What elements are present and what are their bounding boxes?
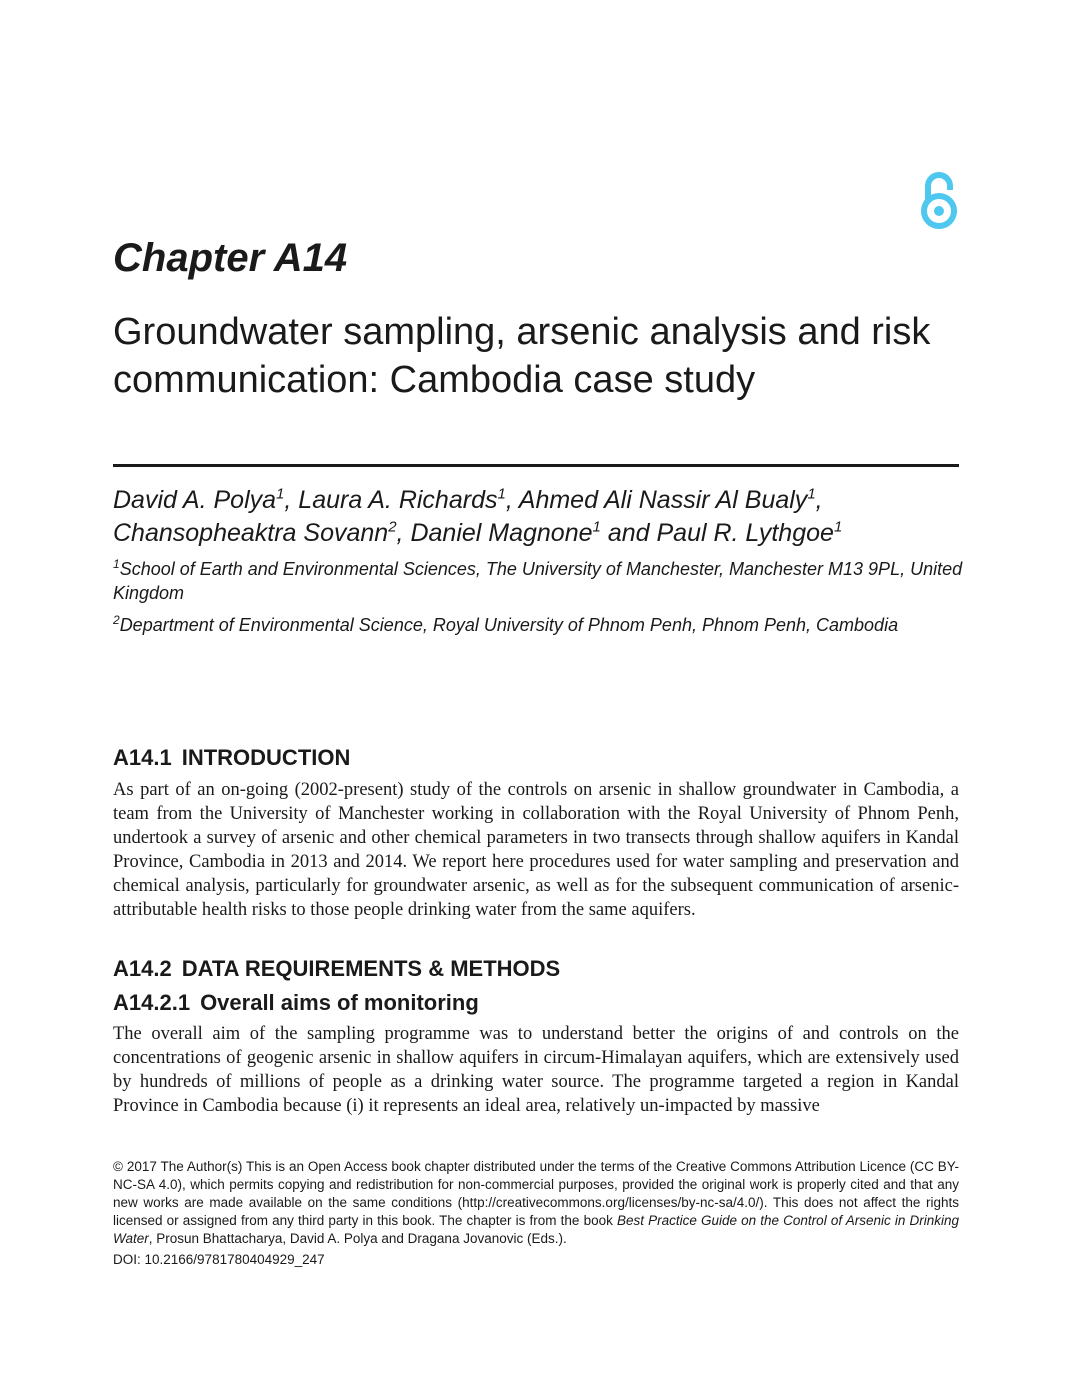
section-heading [113, 955, 560, 983]
author-separator: , [396, 519, 411, 547]
author-name: Paul R. Lythgoe [656, 519, 834, 547]
book-title: Best Practice Guide on the Control of Arsenic in Drinking Water [113, 1213, 959, 1246]
author-affiliation-mark: 1 [276, 485, 285, 503]
author-separator: , [505, 486, 519, 514]
author-name: Daniel Magnone [410, 519, 593, 547]
chapter-label: Chapter A14 [113, 236, 348, 280]
author-affiliation-mark: 1 [807, 485, 816, 503]
section-heading [113, 744, 350, 772]
section-title: Overall aims of monitoring [200, 990, 479, 1015]
affiliation-mark: 2 [113, 613, 120, 627]
author-affiliation-mark: 1 [497, 485, 506, 503]
license-text-end: , Prosun Bhattacharya, David A. Polya and Dragana Jovanovic (Eds.). [148, 1231, 567, 1246]
author-name: David A. Polya [113, 486, 277, 514]
author-affiliation-mark: 1 [833, 518, 843, 536]
author-separator: , [284, 486, 299, 514]
author-affiliation-mark: 2 [388, 518, 397, 536]
chapter-title: Groundwater sampling, arsenic analysis and risk communication: Cambodia case study [113, 311, 931, 401]
section-number: A14.1 [113, 745, 172, 770]
license-text: © 2017 The Author(s) This is an Open Access book chapter distributed under the terms of the Creative Commons Attribution Licence (CC BY-NC-SA 4.0), which permits copying and redistribution for non-commercial purposes, provided the original work is properly cited and that any new works are made available on the same conditions (http://creativecommons.org/licenses/by-nc-sa/4.0/). This does not affect the rights licensed or assigned from any third party in this book. The chapter is from the book [113, 1159, 959, 1228]
affiliation-mark: 1 [113, 557, 120, 571]
affiliation-text: School of Earth and Environmental Sciences, The University of Manchester, Manchester M13 9PL, United Kingdom [113, 559, 963, 603]
author-name: Ahmed Ali Nassir Al Bualy [518, 486, 808, 514]
affiliation [113, 557, 963, 605]
author-separator: , [815, 486, 823, 514]
doi: DOI: 10.2166/9781780404929_247 [113, 1252, 325, 1267]
title-divider [113, 464, 959, 467]
license-footnote [113, 1158, 959, 1248]
section-title: DATA REQUIREMENTS & METHODS [181, 956, 561, 981]
author-separator: and [600, 519, 657, 547]
open-access-lock-icon [918, 168, 964, 230]
body-paragraph: The overall aim of the sampling programme was to understand better the origins of and controls on the concentrations of geogenic arsenic in shallow aquifers in circum-Himalayan aquifers, which are extensively used by hundreds of millions of people as a drinking water source. The programme targeted a region in Kandal Province in Cambodia because (i) it represents an ideal area, relatively un-impacted by massive [113, 1024, 959, 1116]
section-number: A14.2 [113, 956, 172, 981]
author-list [113, 484, 963, 550]
body-paragraph: As part of an on-going (2002-present) study of the controls on arsenic in shallow groundwater in Cambodia, a team from the University of Manchester working in collaboration with the Royal University of Phnom Penh, undertook a survey of arsenic and other chemical parameters in two transects through shallow aquifers in Kandal Province, Cambodia in 2013 and 2014. We report here procedures used for water sampling and preservation and chemical analysis, particularly for groundwater arsenic, as well as for the subsequent communication of arsenic-attributable health risks to those people drinking water from the same aquifers. [113, 780, 959, 920]
section-title: INTRODUCTION [181, 745, 351, 770]
author-affiliation-mark: 1 [592, 518, 601, 536]
affiliation-text: Department of Environmental Science, Royal University of Phnom Penh, Phnom Penh, Cambodia [119, 615, 899, 635]
section-number: A14.2.1 [113, 990, 191, 1015]
subsection-heading [113, 989, 479, 1017]
affiliation [113, 613, 963, 637]
author-name: Laura A. Richards [298, 486, 498, 514]
author-name: Chansopheaktra Sovann [113, 519, 389, 547]
